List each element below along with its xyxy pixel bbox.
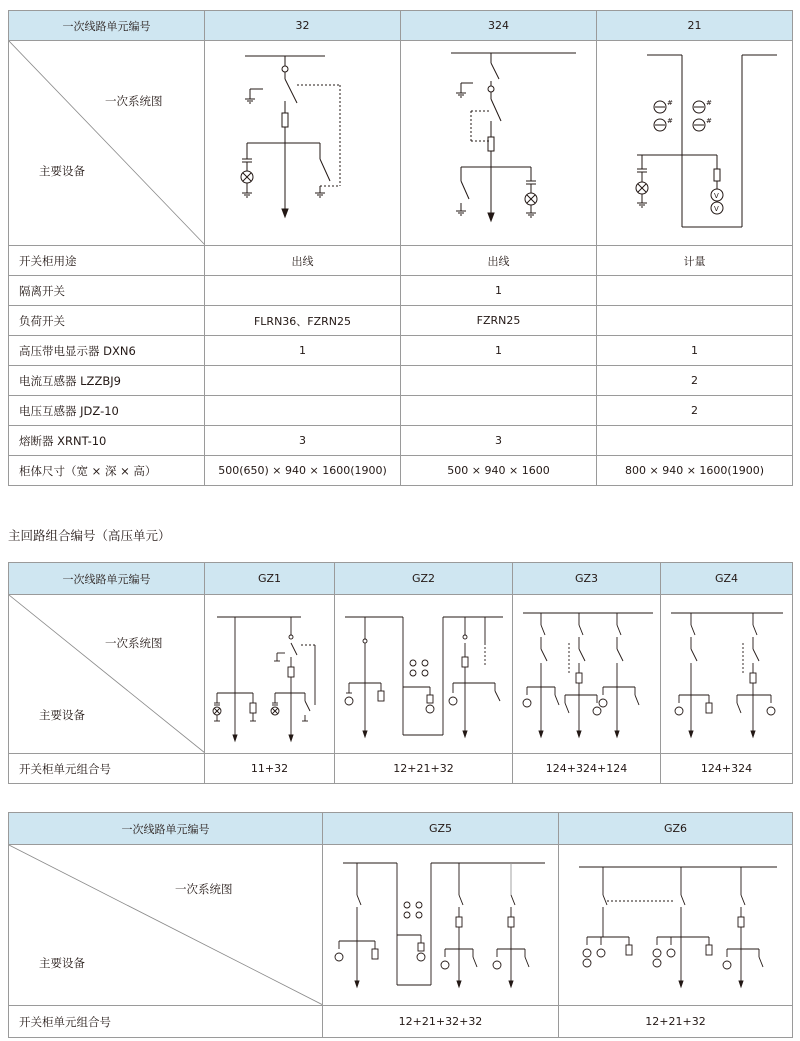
svg-text:V: V (714, 192, 719, 200)
row-label: 电压互感器 JDZ-10 (9, 396, 205, 426)
diagram-gz4 (661, 595, 793, 754)
row-value (401, 396, 597, 426)
row-value: 2 (597, 396, 793, 426)
row-value (597, 306, 793, 336)
row-value (597, 276, 793, 306)
diagram-label-cell (9, 845, 323, 1006)
svg-text:#: # (667, 117, 673, 125)
row-label: 开关柜用途 (9, 246, 205, 276)
row-value: 1 (401, 276, 597, 306)
row-label: 隔离开关 (9, 276, 205, 306)
row-value: 出线 (401, 246, 597, 276)
row-value: 计量 (597, 246, 793, 276)
combo-col-header: GZ1 (205, 563, 335, 595)
combo-value: 124+324+124 (513, 754, 661, 784)
diagram-label-cell (9, 41, 205, 246)
row-value: 3 (205, 426, 401, 456)
unit-number-header: 一次线路单元编号 (9, 813, 323, 845)
diagram-label-cell (9, 595, 205, 754)
diagram-21 (597, 41, 793, 246)
unit-col-header: 32 (205, 11, 401, 41)
row-value: 3 (401, 426, 597, 456)
equipment-label: 主要设备 (39, 164, 85, 178)
row-label: 高压带电显示器 DXN6 (9, 336, 205, 366)
row-value (597, 426, 793, 456)
row-value: FLRN36、FZRN25 (205, 306, 401, 336)
combo-value: 12+21+32 (559, 1006, 793, 1038)
row-label: 电流互感器 LZZBJ9 (9, 366, 205, 396)
diagram-label: 一次系统图 (105, 636, 163, 650)
combo-value: 12+21+32+32 (323, 1006, 559, 1038)
combo-value: 12+21+32 (335, 754, 513, 784)
section-title: 主回路组合编号（高压单元） (8, 528, 171, 543)
combo-table-2 (8, 812, 793, 1038)
row-value: 1 (597, 336, 793, 366)
row-value (205, 366, 401, 396)
combo-table-1 (8, 562, 793, 784)
unit-number-header: 一次线路单元编号 (9, 563, 205, 595)
diagram-label: 一次系统图 (175, 882, 233, 896)
diagram-gz5 (323, 845, 559, 1006)
row-label: 负荷开关 (9, 306, 205, 336)
combo-col-header: GZ5 (323, 813, 559, 845)
diagram-gz2 (335, 595, 513, 754)
row-value: 1 (205, 336, 401, 366)
unit-number-header: 一次线路单元编号 (9, 11, 205, 41)
diagram-gz3 (513, 595, 661, 754)
diagonal-divider (9, 595, 205, 753)
combo-col-header: GZ3 (513, 563, 661, 595)
row-value (401, 366, 597, 396)
row-label: 柜体尺寸（宽 × 深 × 高） (9, 456, 205, 486)
combo-col-header: GZ4 (661, 563, 793, 595)
diagram-label: 一次系统图 (105, 94, 163, 108)
svg-text:#: # (706, 117, 712, 125)
row-value: 1 (401, 336, 597, 366)
svg-text:#: # (706, 99, 712, 107)
row-value: 出线 (205, 246, 401, 276)
row-value: 500 × 940 × 1600 (401, 456, 597, 486)
combo-label: 开关柜单元组合号 (9, 754, 205, 784)
unit-col-header: 21 (597, 11, 793, 41)
equipment-label: 主要设备 (39, 708, 85, 722)
diagram-gz6 (559, 845, 793, 1006)
row-label: 熔断器 XRNT-10 (9, 426, 205, 456)
row-value: 2 (597, 366, 793, 396)
combo-col-header: GZ2 (335, 563, 513, 595)
diagram-gz1 (205, 595, 335, 754)
combo-label: 开关柜单元组合号 (9, 1006, 323, 1038)
row-value: FZRN25 (401, 306, 597, 336)
diagonal-divider (9, 41, 205, 245)
unit-col-header: 324 (401, 11, 597, 41)
diagonal-divider (9, 845, 323, 1005)
combo-value: 11+32 (205, 754, 335, 784)
row-value (205, 276, 401, 306)
combo-value: 124+324 (661, 754, 793, 784)
row-value (205, 396, 401, 426)
diagram-32 (205, 41, 401, 246)
row-value: 500(650) × 940 × 1600(1900) (205, 456, 401, 486)
unit-table (8, 10, 793, 486)
diagram-324 (401, 41, 597, 246)
svg-text:#: # (667, 99, 673, 107)
equipment-label: 主要设备 (39, 956, 85, 970)
row-value: 800 × 940 × 1600(1900) (597, 456, 793, 486)
svg-text:V: V (714, 205, 719, 213)
combo-col-header: GZ6 (559, 813, 793, 845)
